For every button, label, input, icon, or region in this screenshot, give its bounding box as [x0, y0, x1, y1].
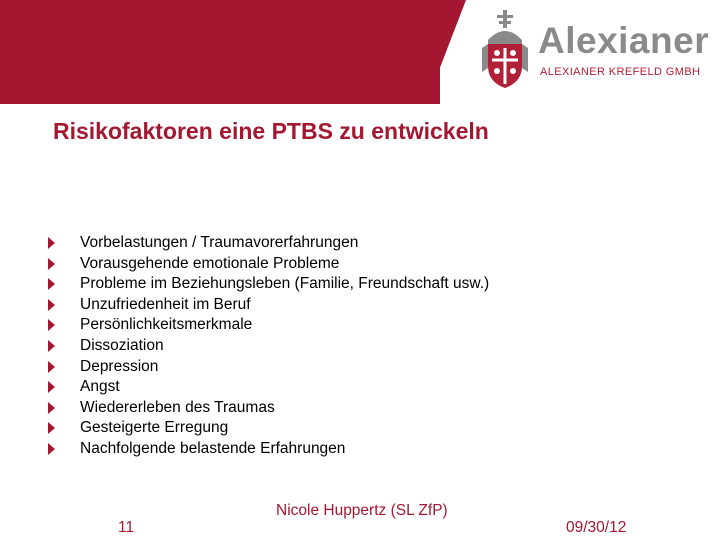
bullet-text: Wiedererleben des Traumas [80, 398, 275, 416]
list-item [48, 315, 489, 336]
bullet-triangle-icon [48, 258, 55, 270]
header-band-diagonal [408, 0, 468, 104]
slide-title: Risikofaktoren eine PTBS zu entwickeln [53, 118, 489, 144]
list-item [48, 357, 489, 378]
list-item [48, 233, 489, 254]
header-band [0, 0, 440, 104]
bullet-text: Nachfolgende belastende Erfahrungen [80, 439, 346, 457]
bullet-text: Vorausgehende emotionale Probleme [80, 254, 340, 272]
list-item [48, 439, 489, 460]
bullet-triangle-icon [48, 299, 55, 311]
bullet-text: Probleme im Beziehungsleben (Familie, Freundschaft usw.) [80, 275, 490, 293]
bullet-triangle-icon [48, 422, 55, 434]
logo-wordmark: Alexianer [538, 20, 710, 61]
bullet-text: Gesteigerte Erregung [80, 419, 229, 437]
list-item [48, 377, 489, 398]
bullet-triangle-icon [48, 402, 55, 414]
list-item [48, 336, 489, 357]
list-item [48, 254, 489, 275]
slide-date: 09/30/12 [566, 519, 627, 536]
footer-author: Nicole Huppertz (SL ZfP) [276, 502, 448, 519]
logo-subtitle: ALEXIANER KREFELD GMBH [540, 66, 701, 78]
bullet-text: Depression [80, 357, 159, 375]
bullet-text: Angst [80, 378, 120, 396]
list-item [48, 295, 489, 316]
bullet-triangle-icon [48, 443, 55, 455]
bullet-list [48, 233, 489, 460]
slide-number: 11 [118, 519, 135, 536]
bullet-text: Vorbelastungen / Traumavorerfahrungen [80, 234, 359, 251]
list-item [48, 398, 489, 419]
bullet-text: Unzufriedenheit im Beruf [80, 295, 251, 313]
bullet-triangle-icon [48, 361, 55, 373]
bullet-triangle-icon [48, 381, 55, 393]
list-item [48, 274, 489, 295]
alexianer-logo [476, 8, 708, 98]
bullet-triangle-icon [48, 319, 55, 331]
bullet-triangle-icon [48, 237, 55, 249]
crest-icon [476, 8, 536, 94]
bullet-text: Persönlichkeitsmerkmale [80, 316, 253, 334]
bullet-text: Dissoziation [80, 336, 164, 354]
bullet-triangle-icon [48, 278, 55, 290]
bullet-triangle-icon [48, 340, 55, 352]
list-item [48, 418, 489, 439]
